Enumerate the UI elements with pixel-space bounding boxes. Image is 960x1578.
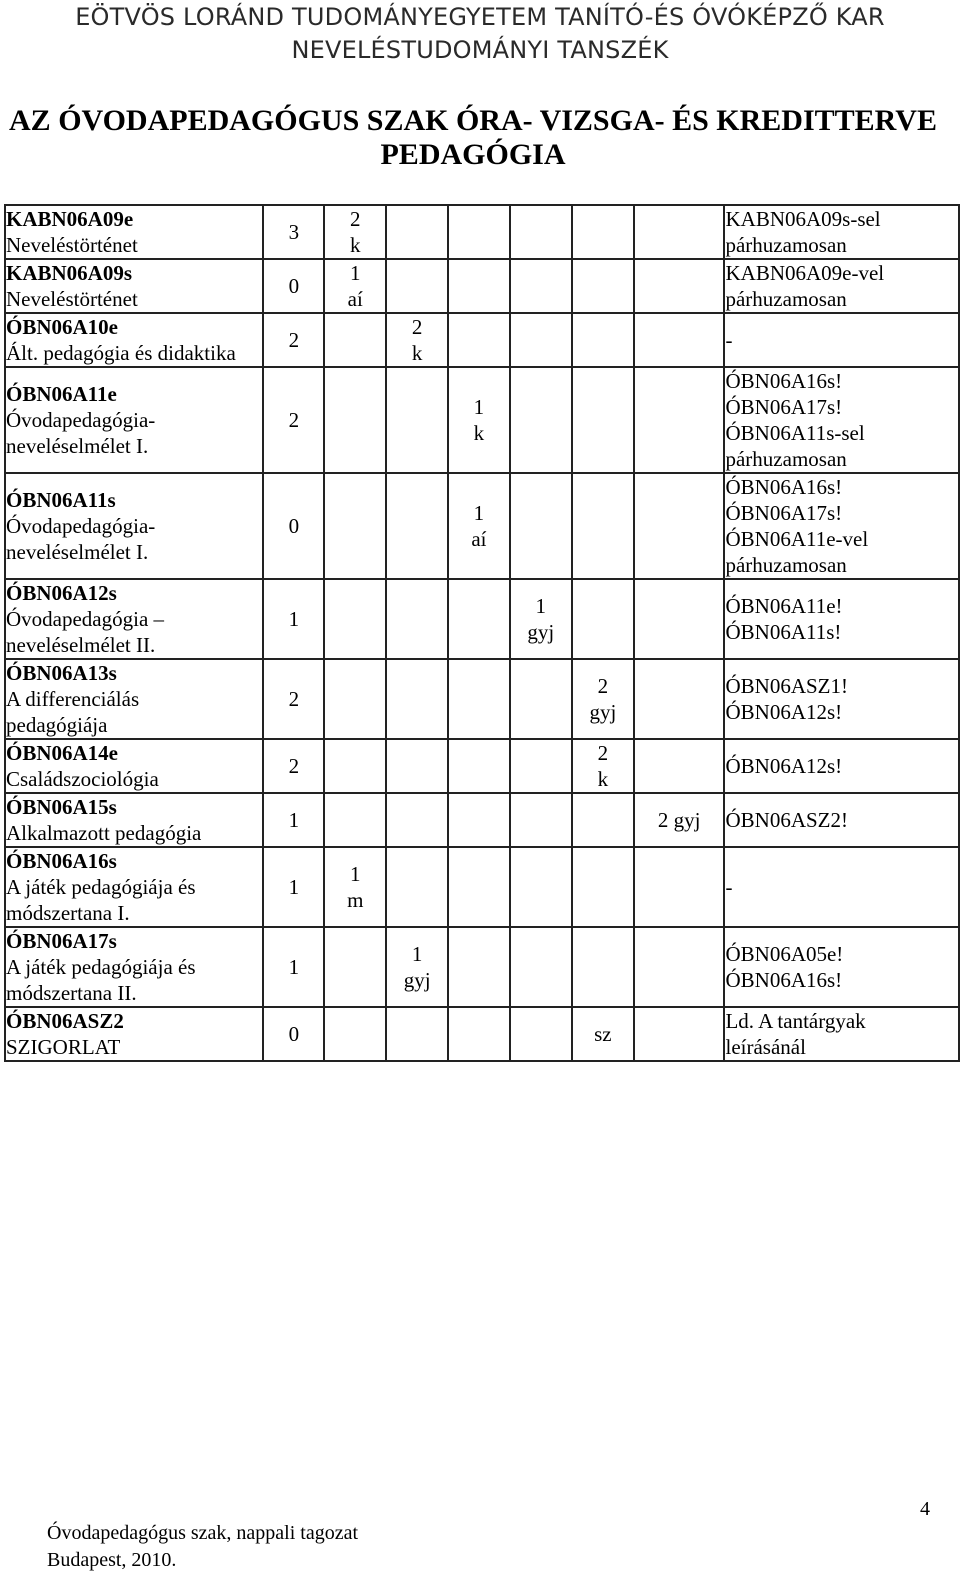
credit-cell: 1 (263, 579, 324, 659)
course-name: A játék pedagógiája és módszertana II. (6, 955, 196, 1005)
subject-cell (5, 1007, 263, 1061)
semester-1-cell (324, 313, 386, 367)
semester-3-cell (448, 927, 510, 1007)
semester-2-cell (386, 659, 448, 739)
faculty-header-line1: EÖTVÖS LORÁND TUDOMÁNYEGYETEM TANÍTÓ-ÉS ÓVÓKÉPZŐ KAR (75, 3, 885, 31)
semester-4-cell (510, 1007, 572, 1061)
semester-5-cell: 2 k (572, 739, 634, 793)
semester-4-cell (510, 659, 572, 739)
semester-3-cell (448, 579, 510, 659)
semester-3-cell (448, 1007, 510, 1061)
semester-1-cell: 2 k (324, 205, 386, 259)
page-title: AZ ÓVODAPEDAGÓGUS SZAK ÓRA- VIZSGA- ÉS KREDITTERVE (9, 104, 937, 137)
footer-programme: Óvodapedagógus szak, nappali tagozat (47, 1522, 359, 1544)
semester-2-cell (386, 205, 448, 259)
table-row (5, 793, 959, 847)
subject-cell (5, 659, 263, 739)
semester-4-cell: 1 gyj (510, 579, 572, 659)
subject-cell (5, 739, 263, 793)
semester-6-cell (634, 205, 725, 259)
table-row (5, 1007, 959, 1061)
course-code: ÓBN06A12s (6, 581, 117, 605)
semester-4-cell (510, 473, 572, 579)
semester-4-cell (510, 367, 572, 473)
semester-5-cell (572, 847, 634, 927)
subject-cell (5, 927, 263, 1007)
table-row (5, 847, 959, 927)
prerequisite-note: KABN06A09s-sel párhuzamosan (724, 205, 959, 259)
prerequisite-note: KABN06A09e-vel párhuzamosan (724, 259, 959, 313)
course-code: ÓBN06A11e (6, 382, 117, 406)
semester-4-cell (510, 739, 572, 793)
table-row (5, 927, 959, 1007)
table-row (5, 313, 959, 367)
semester-6-cell (634, 659, 725, 739)
semester-3-cell (448, 793, 510, 847)
subject-cell (5, 259, 263, 313)
course-code: ÓBN06A10e (6, 315, 118, 339)
semester-5-cell: sz (572, 1007, 634, 1061)
semester-2-cell (386, 367, 448, 473)
credit-cell: 0 (263, 259, 324, 313)
course-name: SZIGORLAT (6, 1035, 121, 1059)
course-name: Neveléstörténet (6, 287, 138, 311)
semester-1-cell (324, 367, 386, 473)
prerequisite-note: ÓBN06ASZ1! ÓBN06A12s! (724, 659, 959, 739)
semester-5-cell (572, 313, 634, 367)
prerequisite-note: - (724, 313, 959, 367)
prerequisite-note: ÓBN06A12s! (724, 739, 959, 793)
semester-4-cell (510, 259, 572, 313)
semester-6-cell (634, 1007, 725, 1061)
semester-2-cell (386, 847, 448, 927)
subject-cell (5, 205, 263, 259)
course-name: Óvodapedagógia- neveléselmélet I. (6, 514, 156, 564)
course-name: A játék pedagógiája és módszertana I. (6, 875, 196, 925)
semester-6-cell (634, 579, 725, 659)
semester-1-cell: 1 aí (324, 259, 386, 313)
course-name: Neveléstörténet (6, 233, 138, 257)
table-row (5, 205, 959, 259)
semester-3-cell (448, 205, 510, 259)
course-code: ÓBN06A15s (6, 795, 117, 819)
semester-3-cell (448, 259, 510, 313)
table-row (5, 659, 959, 739)
faculty-header-line2: NEVELÉSTUDOMÁNYI TANSZÉK (291, 36, 669, 64)
table-row (5, 739, 959, 793)
course-code: ÓBN06A17s (6, 929, 117, 953)
prerequisite-note: ÓBN06ASZ2! (724, 793, 959, 847)
course-name: Családszociológia (6, 767, 159, 791)
semester-6-cell (634, 367, 725, 473)
semester-5-cell (572, 793, 634, 847)
prerequisite-note: Ld. A tantárgyak leírásánál (724, 1007, 959, 1061)
subject-cell (5, 367, 263, 473)
course-plan-body (5, 205, 959, 1061)
prerequisite-note: ÓBN06A16s! ÓBN06A17s! ÓBN06A11s-sel párhuzamosan (724, 367, 959, 473)
semester-6-cell (634, 927, 725, 1007)
semester-3-cell (448, 739, 510, 793)
semester-4-cell (510, 313, 572, 367)
course-code: ÓBN06A11s (6, 488, 116, 512)
semester-6-cell (634, 313, 725, 367)
credit-cell: 1 (263, 847, 324, 927)
prerequisite-note: ÓBN06A16s! ÓBN06A17s! ÓBN06A11e-vel párhuzamosan (724, 473, 959, 579)
table-row (5, 259, 959, 313)
table-row (5, 579, 959, 659)
semester-6-cell (634, 259, 725, 313)
credit-cell: 2 (263, 367, 324, 473)
subject-cell (5, 579, 263, 659)
credit-cell: 2 (263, 659, 324, 739)
semester-5-cell (572, 473, 634, 579)
prerequisite-note: - (724, 847, 959, 927)
semester-6-cell (634, 847, 725, 927)
semester-2-cell (386, 579, 448, 659)
semester-1-cell (324, 579, 386, 659)
credit-cell: 2 (263, 739, 324, 793)
semester-5-cell (572, 205, 634, 259)
prerequisite-note: ÓBN06A11e! ÓBN06A11s! (724, 579, 959, 659)
semester-3-cell (448, 313, 510, 367)
credit-cell: 0 (263, 473, 324, 579)
semester-2-cell: 1 gyj (386, 927, 448, 1007)
course-name: A differenciálás pedagógiája (6, 687, 140, 737)
subject-cell (5, 847, 263, 927)
credit-cell: 1 (263, 927, 324, 1007)
semester-4-cell (510, 927, 572, 1007)
semester-5-cell: 2 gyj (572, 659, 634, 739)
semester-2-cell (386, 473, 448, 579)
credit-cell: 2 (263, 313, 324, 367)
course-name: Ált. pedagógia és didaktika (6, 341, 236, 365)
credit-cell: 3 (263, 205, 324, 259)
subject-cell (5, 473, 263, 579)
semester-1-cell (324, 793, 386, 847)
prerequisite-note: ÓBN06A05e! ÓBN06A16s! (724, 927, 959, 1007)
course-code: ÓBN06A14e (6, 741, 118, 765)
semester-5-cell (572, 579, 634, 659)
course-code: ÓBN06A13s (6, 661, 117, 685)
semester-1-cell: 1 m (324, 847, 386, 927)
semester-3-cell: 1 aí (448, 473, 510, 579)
semester-2-cell: 2 k (386, 313, 448, 367)
course-plan-table (4, 204, 960, 1062)
semester-2-cell (386, 739, 448, 793)
semester-4-cell (510, 793, 572, 847)
semester-5-cell (572, 927, 634, 1007)
semester-3-cell: 1 k (448, 367, 510, 473)
table-row (5, 367, 959, 473)
page-subtitle: PEDAGÓGIA (380, 138, 566, 171)
semester-1-cell (324, 473, 386, 579)
course-code: ÓBN06A16s (6, 849, 117, 873)
semester-4-cell (510, 847, 572, 927)
semester-5-cell (572, 259, 634, 313)
semester-3-cell (448, 847, 510, 927)
semester-5-cell (572, 367, 634, 473)
page-number: 4 (920, 1498, 930, 1520)
semester-1-cell (324, 1007, 386, 1061)
course-name: Óvodapedagógia- neveléselmélet I. (6, 408, 156, 458)
course-code: KABN06A09e (6, 207, 134, 231)
semester-1-cell (324, 739, 386, 793)
credit-cell: 0 (263, 1007, 324, 1061)
semester-1-cell (324, 659, 386, 739)
semester-6-cell (634, 473, 725, 579)
subject-cell (5, 793, 263, 847)
semester-3-cell (448, 659, 510, 739)
subject-cell (5, 313, 263, 367)
semester-2-cell (386, 259, 448, 313)
credit-cell: 1 (263, 793, 324, 847)
semester-2-cell (386, 1007, 448, 1061)
semester-2-cell (386, 793, 448, 847)
table-row (5, 473, 959, 579)
semester-6-cell (634, 739, 725, 793)
semester-4-cell (510, 205, 572, 259)
semester-1-cell (324, 927, 386, 1007)
footer-place-date: Budapest, 2010. (47, 1549, 177, 1571)
course-name: Óvodapedagógia – neveléselmélet II. (6, 607, 165, 657)
footer (47, 1520, 358, 1574)
course-code: KABN06A09s (6, 261, 133, 285)
course-name: Alkalmazott pedagógia (6, 821, 202, 845)
semester-6-cell: 2 gyj (634, 793, 725, 847)
course-code: ÓBN06ASZ2 (6, 1009, 124, 1033)
